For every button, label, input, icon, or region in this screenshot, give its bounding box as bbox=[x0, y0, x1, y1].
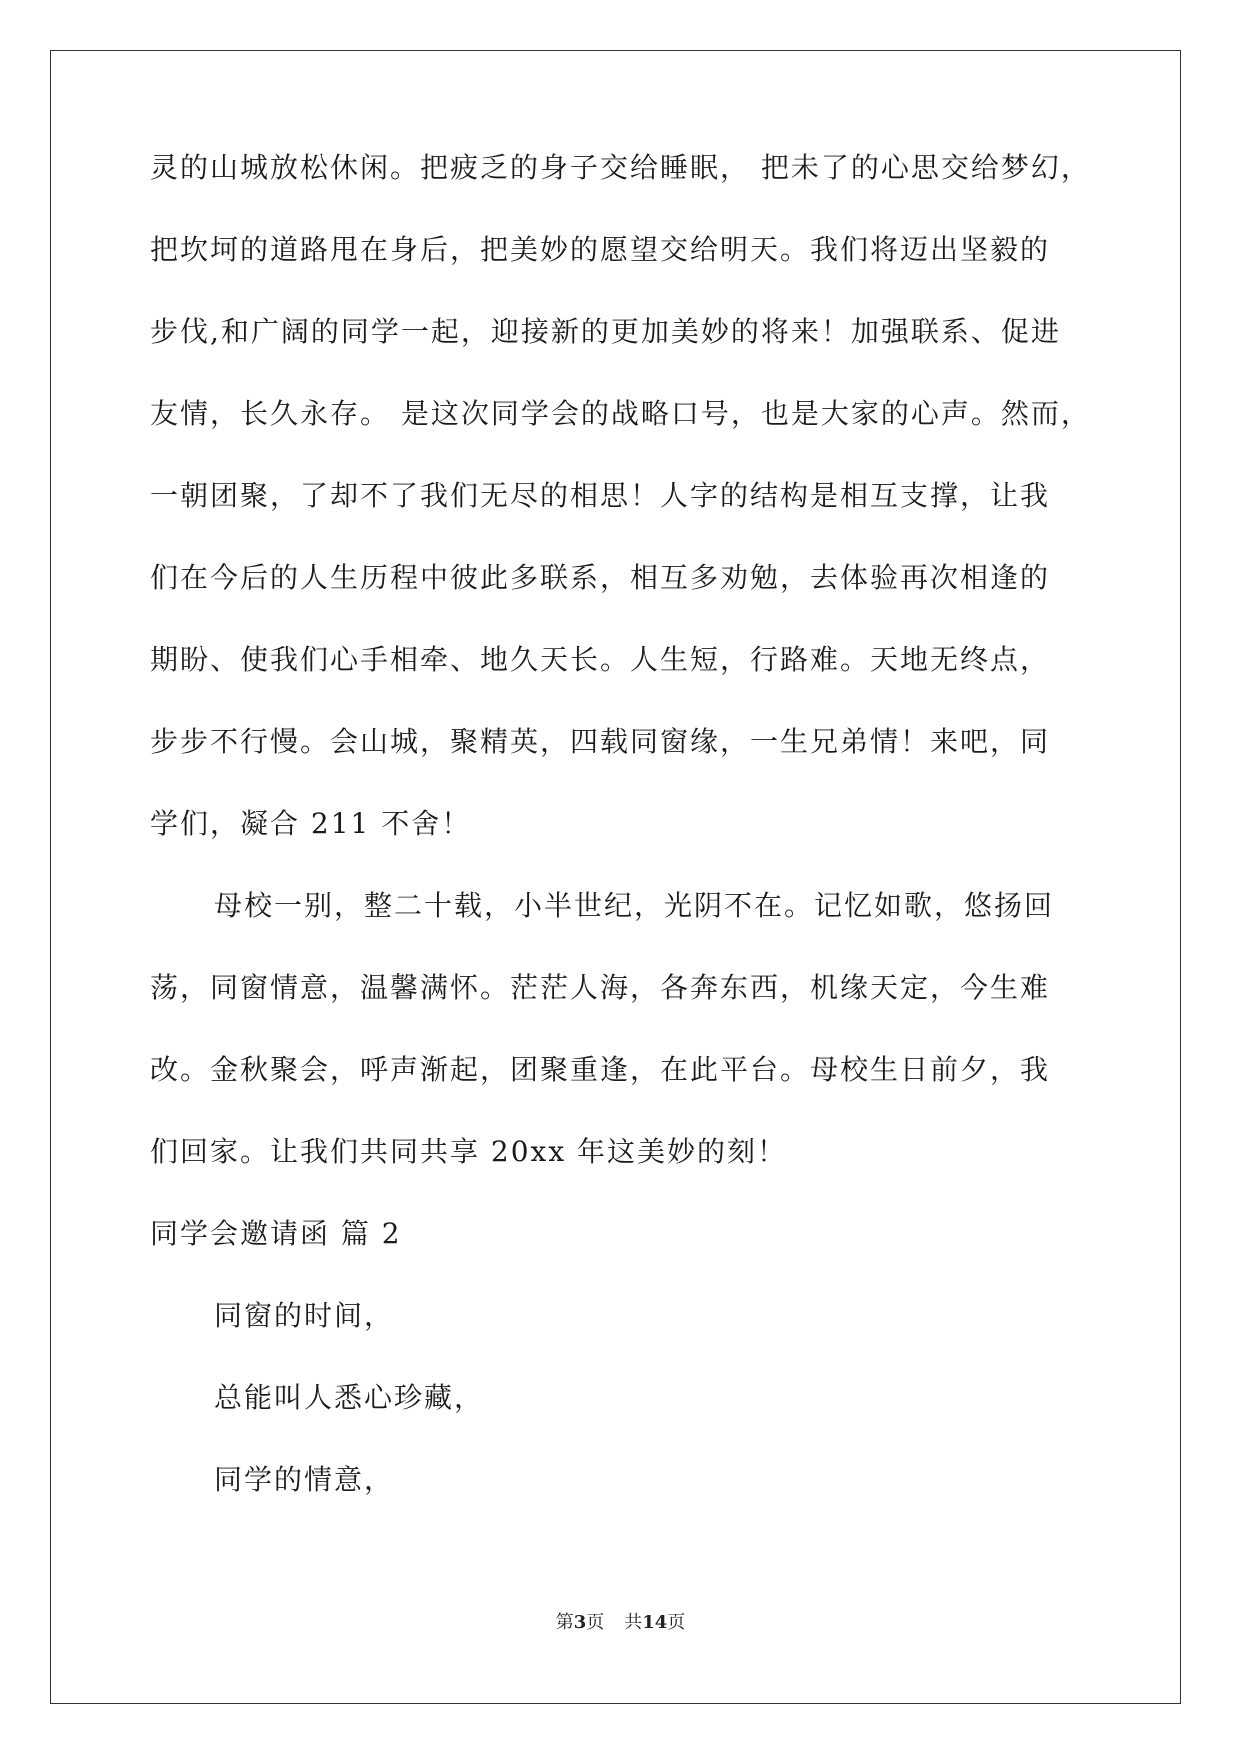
text-line: 们回家。让我们共同共享 20xx 年这美妙的刻！ bbox=[150, 1135, 788, 1168]
text-line: 期盼、使我们心手相牵、地久天长。人生短，行路难。天地无终点， bbox=[150, 643, 1051, 676]
total-suffix: 页 bbox=[667, 1612, 686, 1633]
text-line: 母校一别，整二十载，小半世纪，光阴不在。记忆如歌，悠扬回 bbox=[214, 889, 1055, 922]
text-line: 步伐,和广阔的同学一起，迎接新的更加美妙的将来！加强联系、促进 bbox=[150, 315, 1061, 348]
text-line: 荡，同窗情意，温馨满怀。茫茫人海，各奔东西，机缘天定，今生难 bbox=[150, 971, 1051, 1004]
text-line: 们在今后的人生历程中彼此多联系，相互多劝勉，去体验再次相逢的 bbox=[150, 561, 1051, 594]
text-line: 总能叫人悉心珍藏， bbox=[214, 1381, 485, 1414]
text-line: 同窗的时间， bbox=[214, 1299, 395, 1332]
page-total: 14 bbox=[642, 1612, 668, 1633]
total-prefix: 共 bbox=[624, 1612, 643, 1633]
page-number: 3 bbox=[573, 1612, 587, 1633]
text-line: 同学的情意， bbox=[214, 1463, 395, 1496]
text-line: 改。金秋聚会，呼声渐起，团聚重逢，在此平台。母校生日前夕，我 bbox=[150, 1053, 1051, 1086]
page-frame bbox=[50, 50, 1181, 1704]
text-line: 把坎坷的道路甩在身后，把美妙的愿望交给明天。我们将迈出坚毅的 bbox=[150, 233, 1051, 266]
page-prefix: 第 bbox=[555, 1612, 574, 1633]
text-line: 一朝团聚，了却不了我们无尽的相思！人字的结构是相互支撑，让我 bbox=[150, 479, 1051, 512]
text-line: 灵的山城放松休闲。把疲乏的身子交给睡眠， 把未了的心思交给梦幻， bbox=[150, 151, 1091, 184]
page-suffix: 页 bbox=[586, 1612, 605, 1633]
page-footer bbox=[0, 1611, 1241, 1635]
section-heading: 同学会邀请函 篇 2 bbox=[150, 1217, 402, 1250]
text-line: 步步不行慢。会山城，聚精英，四载同窗缘，一生兄弟情！来吧，同 bbox=[150, 725, 1051, 758]
text-line: 学们，凝合 211 不舍！ bbox=[150, 807, 472, 840]
text-line: 友情，长久永存。 是这次同学会的战略口号，也是大家的心声。然而， bbox=[150, 397, 1091, 430]
